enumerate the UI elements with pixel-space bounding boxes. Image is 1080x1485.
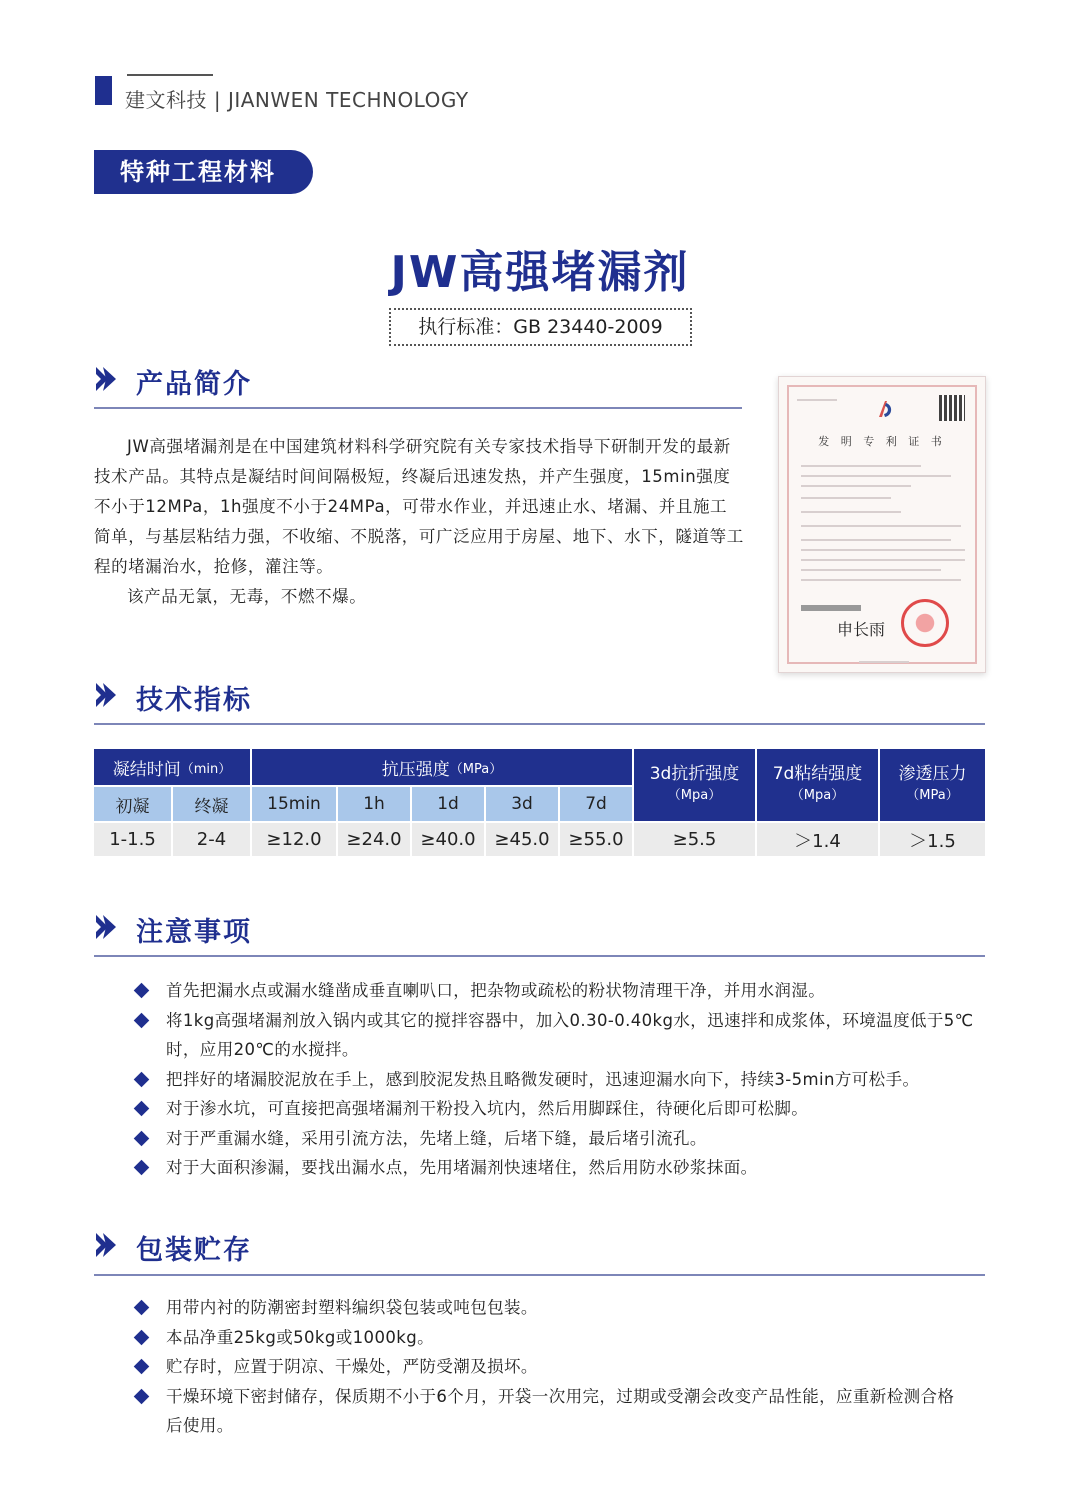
certificate-line xyxy=(801,579,961,581)
header-unit: （MPa） xyxy=(906,788,959,803)
table-subheader: 终凝 xyxy=(173,787,250,821)
section-arrow-icon xyxy=(94,912,118,942)
brand-name: 建文科技 | JIANWEN TECHNOLOGY xyxy=(125,88,469,112)
diamond-bullet-icon xyxy=(134,1359,150,1375)
table-value: ≥40.0 xyxy=(412,823,484,856)
intro-text xyxy=(94,432,744,612)
table-subheader: 15min xyxy=(252,787,336,821)
table-header-bond xyxy=(757,749,878,821)
standard-box: 执行标准：GB 23440-2009 xyxy=(389,308,692,346)
table-value: 2-4 xyxy=(173,823,250,856)
certificate-line xyxy=(801,511,901,513)
certificate-line xyxy=(801,485,911,487)
brand-line xyxy=(127,74,213,76)
section-title-notes: 注意事项 xyxy=(136,917,252,948)
table-value: 1-1.5 xyxy=(94,823,171,856)
section-rule xyxy=(94,1274,985,1276)
diamond-bullet-icon xyxy=(134,1012,150,1028)
list-item xyxy=(136,1006,996,1065)
list-item-text: 干燥环境下密封储存，保质期不小于6个月，开袋一次用完，过期或受潮会改变产品性能，应重新检测合格后使用。 xyxy=(166,1386,955,1435)
header-label: 凝结时间 xyxy=(112,759,181,780)
certificate-line xyxy=(801,549,965,551)
list-item-text: 对于渗水坑，可直接把高强堵漏剂干粉投入坑内，然后用脚踩住，待硬化后即可松脚。 xyxy=(166,1099,809,1118)
list-item-text: 对于大面积渗漏，要找出漏水点，先用堵漏剂快速堵住，然后用防水砂浆抹面。 xyxy=(166,1158,758,1177)
table-value: ≥12.0 xyxy=(252,823,336,856)
diamond-bullet-icon xyxy=(134,1388,150,1404)
list-item xyxy=(136,1153,996,1183)
table-subheader: 1h xyxy=(338,787,410,821)
certificate-line xyxy=(801,539,951,541)
certificate-barcode xyxy=(801,605,861,611)
section-arrow-icon xyxy=(94,680,118,710)
certificate-line xyxy=(801,465,921,467)
list-item xyxy=(136,976,996,1006)
table-value: ≥5.5 xyxy=(634,823,755,856)
list-item xyxy=(136,1382,966,1441)
section-title-intro: 产品简介 xyxy=(136,369,252,400)
section-rule xyxy=(94,723,985,725)
header-unit: （Mpa） xyxy=(790,788,845,803)
list-item-text: 首先把漏水点或漏水缝凿成垂直喇叭口，把杂物或疏松的粉状物清理干净，并用水润湿。 xyxy=(166,981,826,1000)
table-value: ≥45.0 xyxy=(486,823,558,856)
certificate-line xyxy=(801,497,891,499)
diamond-bullet-icon xyxy=(134,1130,150,1146)
header-unit: （min） xyxy=(180,761,232,777)
diamond-bullet-icon xyxy=(134,1300,150,1316)
certificate-line xyxy=(801,569,941,571)
certificate-logo-icon xyxy=(873,397,897,421)
list-item xyxy=(136,1124,996,1154)
header-label: 抗压强度 xyxy=(381,759,450,780)
section-rule xyxy=(94,955,985,957)
official-seal-icon xyxy=(901,599,949,647)
diamond-bullet-icon xyxy=(134,1101,150,1117)
header-unit: （Mpa） xyxy=(667,788,722,803)
diamond-bullet-icon xyxy=(134,1329,150,1345)
certificate-title: 发 明 专 利 证 书 xyxy=(818,435,946,448)
category-label: 特种工程材料 xyxy=(94,150,313,194)
diamond-bullet-icon xyxy=(134,1071,150,1087)
table-subheader: 7d xyxy=(560,787,632,821)
list-item-text: 本品净重25kg或50kg或1000kg。 xyxy=(166,1327,434,1347)
header-label: 3d抗折强度 xyxy=(649,764,740,784)
certificate-line xyxy=(801,559,965,561)
table-value: ≥24.0 xyxy=(338,823,410,856)
intro-paragraph: 该产品无氯，无毒，不燃不爆。 xyxy=(127,587,367,606)
table-subheader: 初凝 xyxy=(94,787,171,821)
table-header-compressive xyxy=(252,749,632,785)
table-subheader: 3d xyxy=(486,787,558,821)
certificate-line xyxy=(859,661,909,663)
spec-table xyxy=(94,749,985,856)
table-subheader: 1d xyxy=(412,787,484,821)
intro-paragraph: JW高强堵漏剂是在中国建筑材料科学研究院有关专家技术指导下研制开发的最新技术产品。其特点是凝结时间间隔极短，终凝后迅速发热，并产生强度，15min强度不小于12MPa，1h强度不小于24MPa，可带水作业，并迅速止水、堵漏、并且施工简单，与基层粘结力强，不收缩、不脱落，可广泛应用于房屋、地下、水下，隧道等工程的堵漏治水，抢修，灌注等。 xyxy=(94,437,744,576)
list-item-text: 将1kg高强堵漏剂放入锅内或其它的搅拌容器中，加入0.30-0.40kg水，迅速拌和成浆体，环境温度低于5℃时，应用20℃的水搅拌。 xyxy=(166,1010,974,1059)
header-label: 渗透压力 xyxy=(898,764,967,784)
header-label: 7d粘结强度 xyxy=(772,764,863,784)
section-arrow-icon xyxy=(94,1230,118,1260)
list-item xyxy=(136,1323,966,1353)
diamond-bullet-icon xyxy=(134,1160,150,1176)
certificate-line xyxy=(801,525,961,527)
table-value: ≥55.0 xyxy=(560,823,632,856)
table-header-permeability xyxy=(880,749,985,821)
certificate-signature: 申长雨 xyxy=(837,620,886,639)
list-item xyxy=(136,1293,966,1323)
patent-certificate-image xyxy=(778,376,986,673)
section-arrow-icon xyxy=(94,364,118,394)
list-item-text: 对于严重漏水缝，采用引流方法，先堵上缝，后堵下缝，最后堵引流孔。 xyxy=(166,1128,707,1148)
list-item xyxy=(136,1094,996,1124)
section-rule xyxy=(94,407,742,409)
section-title-tech: 技术指标 xyxy=(136,685,252,716)
notes-list xyxy=(136,976,996,1183)
qr-code-icon xyxy=(939,395,965,421)
list-item-text: 把拌好的堵漏胶泥放在手上，感到胶泥发热且略微发硬时，迅速迎漏水向下，持续3-5min方可松手。 xyxy=(166,1069,920,1089)
package-list xyxy=(136,1293,966,1441)
list-item xyxy=(136,1065,996,1095)
list-item-text: 贮存时，应置于阴凉、干燥处，严防受潮及损坏。 xyxy=(166,1357,538,1376)
table-header-flexural xyxy=(634,749,755,821)
section-title-package: 包装贮存 xyxy=(136,1235,252,1266)
diamond-bullet-icon xyxy=(134,983,150,999)
certificate-line xyxy=(797,399,837,401)
header-unit: （MPa） xyxy=(449,761,503,777)
table-value: ＞1.5 xyxy=(880,823,985,856)
table-value: ＞1.4 xyxy=(757,823,878,856)
table-header-setting-time xyxy=(94,749,250,785)
certificate-line xyxy=(801,475,951,477)
page-title: JW高强堵漏剂 xyxy=(390,247,690,298)
brand-bar xyxy=(95,76,112,105)
list-item xyxy=(136,1352,966,1382)
list-item-text: 用带内衬的防潮密封塑料编织袋包装或吨包包装。 xyxy=(166,1298,538,1317)
